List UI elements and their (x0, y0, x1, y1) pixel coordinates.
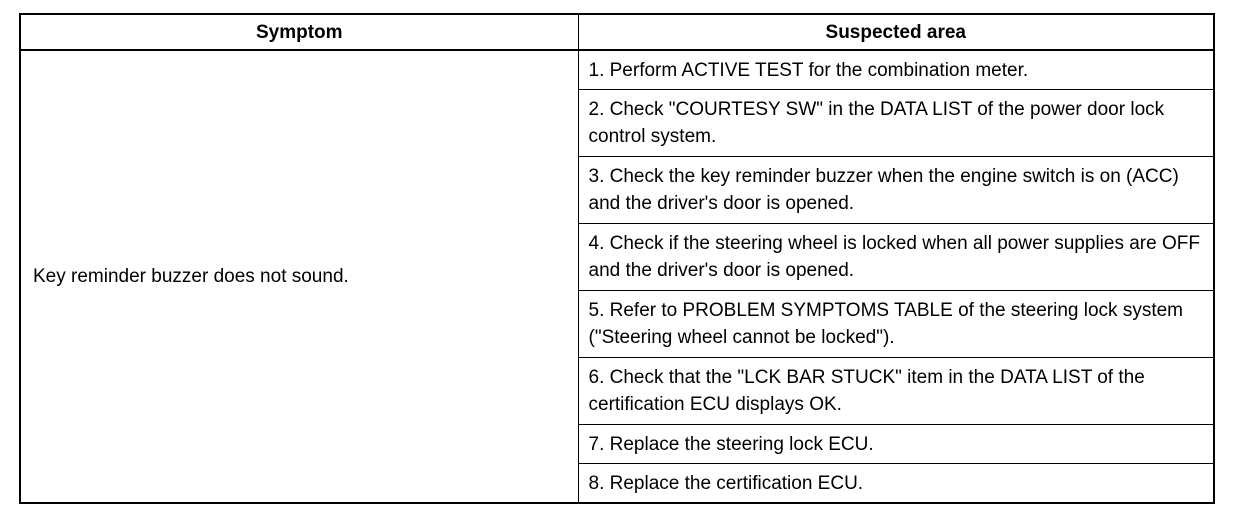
suspected-area-cell: 1. Perform ACTIVE TEST for the combination meter. (578, 50, 1214, 90)
symptom-table (19, 13, 1215, 504)
suspected-area-cell: 5. Refer to PROBLEM SYMPTOMS TABLE of the steering lock system ("Steering wheel cannot be locked"). (578, 291, 1214, 358)
suspected-area-cell: 2. Check "COURTESY SW" in the DATA LIST of the power door lock control system. (578, 90, 1214, 157)
header-row (20, 14, 1214, 50)
symptom-cell: Key reminder buzzer does not sound. (20, 50, 578, 503)
header-symptom: Symptom (20, 14, 578, 50)
suspected-area-cell: 7. Replace the steering lock ECU. (578, 425, 1214, 464)
suspected-area-cell: 3. Check the key reminder buzzer when the engine switch is on (ACC) and the driver's door is opened. (578, 157, 1214, 224)
suspected-area-cell: 4. Check if the steering wheel is locked when all power supplies are OFF and the driver's door is opened. (578, 224, 1214, 291)
header-suspected-area: Suspected area (578, 14, 1214, 50)
table-row (20, 50, 1214, 90)
suspected-area-cell: 8. Replace the certification ECU. (578, 464, 1214, 504)
suspected-area-cell: 6. Check that the "LCK BAR STUCK" item in the DATA LIST of the certification ECU displays OK. (578, 358, 1214, 425)
